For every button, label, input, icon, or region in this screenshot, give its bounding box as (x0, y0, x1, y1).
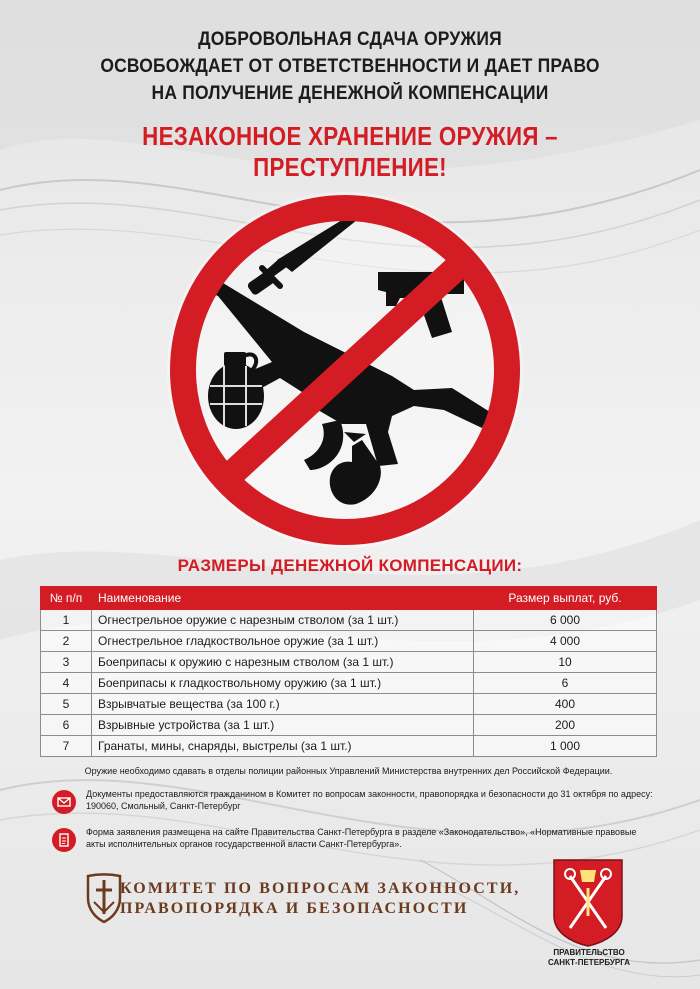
row-num: 7 (41, 736, 92, 757)
row-name: Огнестрельное оружие с нарезным стволом (за 1 шт.) (92, 610, 474, 631)
envelope-icon (52, 790, 76, 814)
government-emblem (548, 856, 628, 948)
table-row (41, 694, 657, 715)
committee-logo (84, 864, 524, 928)
row-pay: 10 (474, 652, 657, 673)
row-pay: 4 000 (474, 631, 657, 652)
row-name: Боеприпасы к оружию с нарезным стволом (за 1 шт.) (92, 652, 474, 673)
row-name: Взрывные устройства (за 1 шт.) (92, 715, 474, 736)
info-item-documents (52, 788, 662, 818)
row-num: 2 (41, 631, 92, 652)
table-row (41, 631, 657, 652)
header-num: № п/п (41, 587, 92, 610)
header-line-3: НА ПОЛУЧЕНИЕ ДЕНЕЖНОЙ КОМПЕНСАЦИИ (151, 83, 549, 104)
header-name: Наименование (92, 587, 474, 610)
government-line-2: САНКТ-ПЕТЕРБУРГА (547, 958, 631, 967)
row-name: Гранаты, мины, снаряды, выстрелы (за 1 шт.) (92, 736, 474, 757)
row-num: 6 (41, 715, 92, 736)
table-row (41, 652, 657, 673)
police-note: Оружие необходимо сдавать в отделы полиции районных Управлений Министерства внутренних дел Российской Федерации. (84, 766, 613, 776)
compensation-table (40, 586, 657, 757)
table-row (41, 715, 657, 736)
info-item-form (52, 826, 662, 856)
row-name: Боеприпасы к гладкоствольному оружию (за 1 шт.) (92, 673, 474, 694)
table-row (41, 736, 657, 757)
crime-warning: НЕЗАКОННОЕ ХРАНЕНИЕ ОРУЖИЯ – ПРЕСТУПЛЕНИЕ! (142, 121, 558, 182)
table-header-row (41, 587, 657, 610)
info-text-form: Форма заявления размещена на сайте Правительства Санкт-Петербурга в разделе «Законодательство», «Нормативные правовые акты исполнительных органов государственной власти Санкт-Петербурга». (86, 827, 637, 849)
table-row (41, 610, 657, 631)
committee-line-1: КОМИТЕТ ПО ВОПРОСАМ ЗАКОННОСТИ, (120, 880, 521, 897)
row-num: 5 (41, 694, 92, 715)
row-name: Огнестрельное гладкоствольное оружие (за 1 шт.) (92, 631, 474, 652)
info-text-documents: Документы предоставляются гражданином в Комитет по вопросам законности, правопорядка и безопасности до 31 октября по адресу: 190060, Смольный, Санкт-Петербург (86, 789, 653, 811)
prohibition-sign (152, 180, 538, 560)
document-icon (52, 828, 76, 852)
row-pay: 1 000 (474, 736, 657, 757)
header-block (0, 26, 700, 107)
shield-cross-icon (84, 866, 124, 924)
government-label (527, 948, 651, 968)
row-num: 3 (41, 652, 92, 673)
row-pay: 6 000 (474, 610, 657, 631)
row-pay: 400 (474, 694, 657, 715)
row-num: 4 (41, 673, 92, 694)
compensation-title: РАЗМЕРЫ ДЕНЕЖНОЙ КОМПЕНСАЦИИ: (177, 556, 523, 575)
row-num: 1 (41, 610, 92, 631)
row-name: Взрывчатые вещества (за 100 г.) (92, 694, 474, 715)
header-line-2: ОСВОБОЖДАЕТ ОТ ОТВЕТСТВЕННОСТИ И ДАЕТ ПРАВО (100, 56, 600, 77)
header-line-1: ДОБРОВОЛЬНАЯ СДАЧА ОРУЖИЯ (198, 29, 502, 50)
government-line-1: ПРАВИТЕЛЬСТВО (553, 948, 625, 957)
row-pay: 6 (474, 673, 657, 694)
header-pay: Размер выплат, руб. (474, 587, 657, 610)
committee-line-2: ПРАВОПОРЯДКА И БЕЗОПАСНОСТИ (120, 900, 469, 917)
table-row (41, 673, 657, 694)
row-pay: 200 (474, 715, 657, 736)
